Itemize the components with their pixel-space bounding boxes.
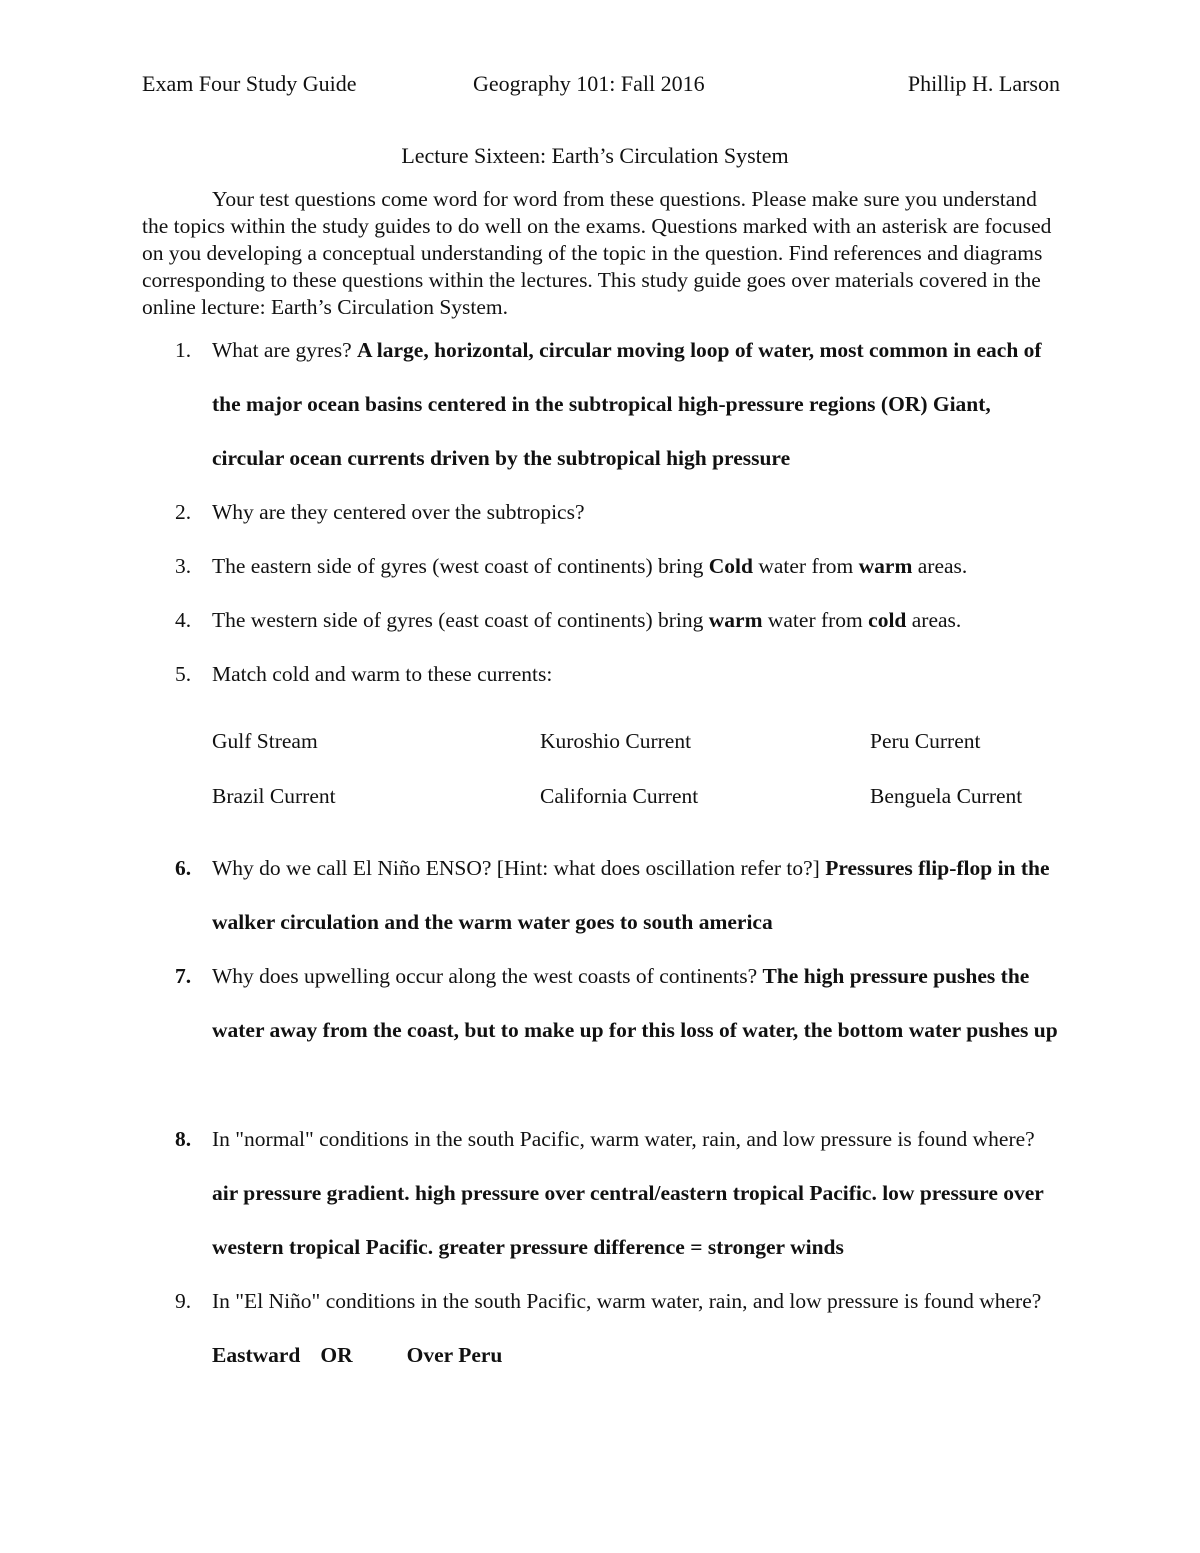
current-name: Brazil Current [212, 784, 336, 808]
question-text-part: areas. [906, 608, 962, 632]
question-text-part: water from [762, 608, 869, 632]
lecture-title: Lecture Sixteen: Earth’s Circulation System [401, 143, 789, 168]
question-body [212, 949, 1060, 1057]
currents-list [212, 729, 1062, 839]
question-body [212, 593, 1060, 647]
currents-row [212, 784, 1062, 839]
header-author: Phillip H. Larson [907, 71, 1060, 96]
current-name: Kuroshio Current [540, 729, 692, 753]
answer-text: A large, horizontal, circular moving loop of water, most common in each of the major ocean basins centered in the subtropical high-pressure regions (OR) Giant, circular ocean currents driven by the subtropical high pressure [212, 338, 1042, 470]
header-doc-title: Exam Four Study Guide [142, 71, 357, 96]
question-6 [142, 841, 1060, 949]
question-number: 9. [175, 1289, 192, 1313]
question-number: 7. [175, 964, 192, 988]
answer-option: Over Peru [406, 1343, 503, 1367]
page-header [142, 71, 1060, 101]
question-8 [142, 1112, 1060, 1274]
current-name: Peru Current [870, 729, 981, 753]
question-number: 4. [175, 608, 192, 632]
answer-text: air pressure gradient. high pressure over central/eastern tropical Pacific. low pressure over western tropical Pacific. greater pressure difference = stronger winds [212, 1181, 1044, 1259]
question-body [212, 323, 1060, 485]
question-number: 6. [175, 856, 192, 880]
question-7 [142, 949, 1060, 1057]
question-text: Match cold and warm to these currents: [212, 662, 553, 686]
answer-option: Eastward [212, 1343, 301, 1367]
question-text-part: water from [752, 554, 859, 578]
question-number: 8. [175, 1127, 192, 1151]
question-text-part: areas. [912, 554, 968, 578]
question-text: In "normal" conditions in the south Pacific, warm water, rain, and low pressure is found where? [212, 1127, 1035, 1151]
question-number: 2. [175, 500, 192, 524]
currents-row [212, 729, 1062, 784]
answer-or: OR [320, 1343, 353, 1367]
current-name: Benguela Current [870, 784, 1023, 808]
question-9 [142, 1274, 1060, 1382]
question-text: Why do we call El Niño ENSO? [Hint: what does oscillation refer to?] [212, 856, 826, 880]
question-text: Why does upwelling occur along the west coasts of continents? [212, 964, 763, 988]
question-number: 1. [175, 338, 192, 362]
current-name: California Current [540, 784, 699, 808]
study-guide-page [142, 0, 1062, 1553]
question-body [212, 1112, 1060, 1274]
question-number: 3. [175, 554, 192, 578]
answer-word: warm [858, 554, 913, 578]
question-text: What are gyres? [212, 338, 358, 362]
answer-text: The high pressure pushes the water away from the coast, but to make up for this loss of water, the bottom water pushes up [212, 964, 1058, 1042]
question-number: 5. [175, 662, 192, 686]
answer-word: warm [708, 608, 763, 632]
answer-word: cold [868, 608, 907, 632]
question-text: In "El Niño" conditions in the south Pacific, warm water, rain, and low pressure is found where? [212, 1289, 1042, 1313]
question-2 [142, 485, 1060, 539]
intro-paragraph: Your test questions come word for word from these questions. Please make sure you understand the topics within the study guides to do well on the exams. Questions marked with an asterisk are focused on you developing a conceptual understanding of the topic in the question. Find references and diagrams corresponding to these questions within the lectures. This study guide goes over materials covered in the online lecture: Earth’s Circulation System. [142, 187, 1052, 319]
question-4 [142, 593, 1060, 647]
question-body [212, 1274, 1060, 1382]
answer-word: Cold [708, 554, 753, 578]
question-1 [142, 323, 1060, 485]
question-text: Why are they centered over the subtropics? [212, 500, 585, 524]
current-name: Gulf Stream [212, 729, 318, 753]
answer-text: Pressures flip-flop in the walker circulation and the warm water goes to south america [212, 856, 1050, 934]
question-text-part: The western side of gyres (east coast of continents) bring [212, 608, 709, 632]
question-body [212, 841, 1060, 949]
question-text-part: The eastern side of gyres (west coast of continents) bring [212, 554, 709, 578]
question-5 [142, 647, 1060, 701]
header-course: Geography 101: Fall 2016 [473, 71, 705, 96]
question-body [212, 539, 1060, 593]
question-3 [142, 539, 1060, 593]
